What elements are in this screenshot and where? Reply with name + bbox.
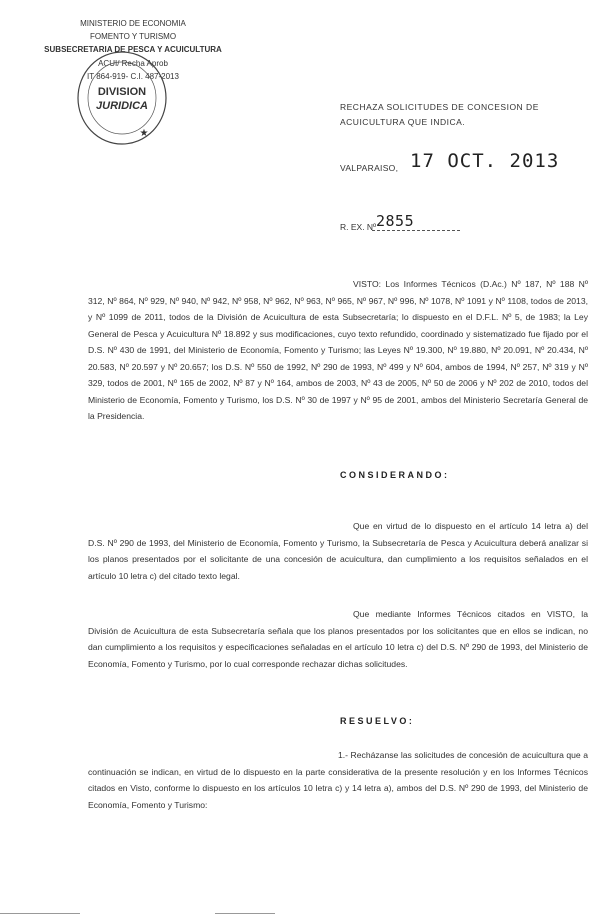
resuelvo-paragraph-1: 1.- Recházanse las solicitudes de concesión de acuicultura que a continuación se indican, en virtud de lo dispuesto en la parte considerativa de la presente resolución y en los Informes Técnicos citados en Visto, conforme lo dispuesto en los artículos 10 letra c) y 14 letra a), ambos del D.S. Nº 290 de 1993, del Ministerio de Economía, Fomento y Turismo:: [88, 750, 588, 810]
resolution-number-underline: [372, 230, 460, 231]
star-icon: ★: [139, 128, 149, 139]
reference-numbers: IT 864-919- C.I. 487-2013: [87, 72, 179, 81]
considerando-paragraph-2: Que mediante Informes Técnicos citados en VISTO, la División de Acuicultura de esta Subsecretaría señala que los planos presentados por los solicitantes que en ellos se indican, no dan cumplimiento a los requisitos y especificaciones señaladas en el artículo 10 letra c) del D.S. Nº 290 de 1993, del Ministerio de Economía, Fomento y Turismo, por lo cual corresponde rechazar dichas solicitudes.: [88, 609, 588, 669]
resolution-subject: RECHAZA SOLICITUDES DE CONCESION DE ACUICULTURA QUE INDICA.: [340, 102, 539, 127]
ministry-name: MINISTERIO DE ECONOMIA: [80, 19, 186, 28]
stamp-line-2: JURIDICA: [96, 100, 148, 112]
resolution-date: 17 OCT. 2013: [410, 150, 560, 172]
considerando-paragraph-1: Que en virtud de lo dispuesto en el artículo 14 letra a) del D.S. Nº 290 de 1993, del Ministerio de Economía, Fomento y Turismo, la Subsecretaría de Pesca y Acuicultura deberá analizar si los planos presentados por el solicitante de una concesión de acuicultura, dan cumplimiento a los requisitos señalados en el artículo 10 letra c) del citado texto legal.: [88, 521, 588, 581]
considerando-heading: CONSIDERANDO:: [340, 470, 450, 480]
resuelvo-heading: RESUELVO:: [340, 716, 415, 726]
division-juridica-stamp: [72, 48, 172, 148]
ministry-subtitle: FOMENTO Y TURISMO: [89, 32, 177, 41]
resolution-number: 2855: [376, 212, 415, 230]
resolution-number-label: R. EX. Nº: [340, 222, 377, 232]
reference-line: ACUI/ Recha Aprob: [98, 59, 168, 68]
visto-paragraph: VISTO: Los Informes Técnicos (D.Ac.) Nº 187, Nº 188 Nº 312, Nº 864, Nº 929, Nº 940, Nº 942, Nº 958, Nº 962, Nº 963, Nº 965, Nº 967, Nº 996, Nº 1078, Nº 1091 y Nº 1108, todos de 2013, y Nº 1099 de 2011, todos de la División de Acuicultura de esta Subsecretaría; lo dispuesto en el D.F.L. Nº 5, de 1983; la Ley General de Pesca y Acuicultura Nº 18.892 y sus modificaciones, cuyo texto refundido, coordinado y sistematizado fue fijado por el D.S. Nº 430 de 1991, del Ministerio de Economía, Fomento y Turismo; las Leyes Nº 19.300, Nº 19.880, Nº 20.091, Nº 20.434, Nº 20.583, Nº 20.597 y Nº 20.657; los D.S. Nº 550 de 1992, Nº 290 de 1993, Nº 499 y Nº 604, ambos de 1994, Nº 257, Nº 319 y Nº 329, todos de 2001, Nº 165 de 2002, Nº 87 y Nº 164, ambos de 2003, Nº 43 de 2005, Nº 50 de 2006 y Nº 202 de 2010, todos del Ministerio de Economía, Fomento y Turismo, los D.S. Nº 30 de 1997 y Nº 95 de 2001, ambos del Ministerio Secretaría General de la Presidencia.: [88, 279, 588, 421]
footer-line-left: [0, 913, 80, 914]
subsecretaria-name: SUBSECRETARIA DE PESCA Y ACUICULTURA: [44, 45, 222, 54]
place-label: VALPARAISO,: [340, 163, 399, 173]
footer-line-middle: [215, 913, 275, 914]
stamp-line-1: DIVISION: [97, 86, 147, 98]
